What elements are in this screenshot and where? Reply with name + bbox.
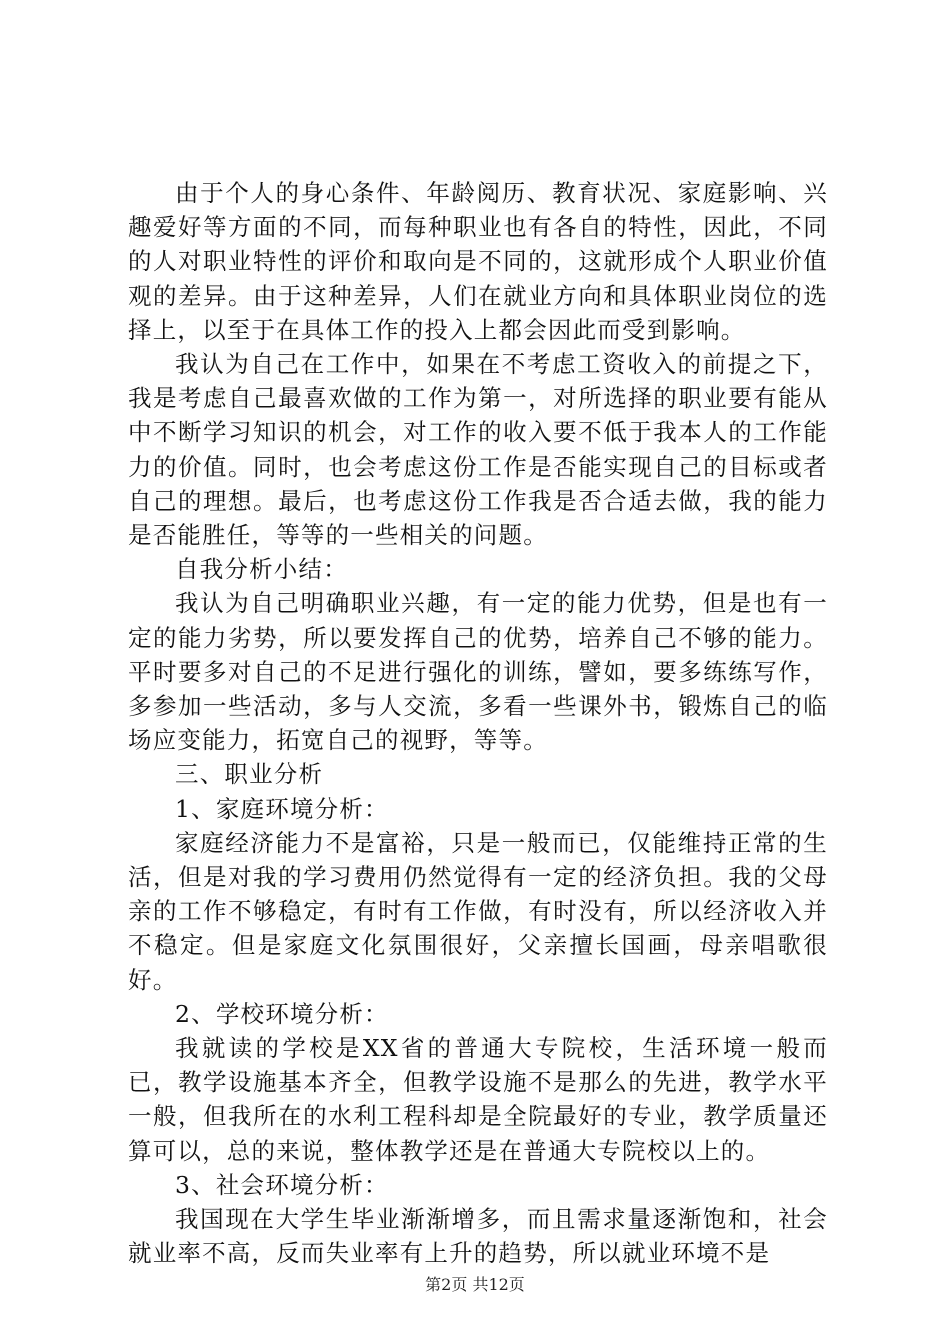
section-heading: 3、社会环境分析： <box>175 1170 389 1199</box>
paragraph: 家庭经济能力不是富裕，只是一般而已，仅能维持正常的生活，但是对我的学习费用仍然觉得有一定的经济负担。我的父母亲的工作不够稳定，有时有工作做，有时没有，所以经济收入并不稳定。但是家庭文化氛围很好，父亲擅长国画，母亲唱歌很好。 <box>128 828 828 994</box>
document-body <box>128 176 828 1271</box>
paragraph: 我认为自己在工作中，如果在不考虑工资收入的前提之下，我是考虑自己最喜欢做的工作为第一，对所选择的职业要有能从中不断学习知识的机会，对工作的收入要不低于我本人的工作能力的价值。同时，也会考虑这份工作是否能实现自己的目标或者自己的理想。最后，也考虑这份工作我是否合适去做，我的能力是否能胜任，等等的一些相关的问题。 <box>128 350 828 550</box>
section-heading: 三、职业分析 <box>175 760 324 789</box>
section-heading: 自我分析小结： <box>175 555 348 584</box>
section-heading: 1、家庭环境分析： <box>175 794 389 823</box>
paragraph: 由于个人的身心条件、年龄阅历、教育状况、家庭影响、兴趣爱好等方面的不同，而每种职业也有各自的特性，因此，不同的人对职业特性的评价和取向是不同的，这就形成个人职业价值观的差异。由于这种差异，人们在就业方向和具体职业岗位的选择上，以至于在具体工作的投入上都会因此而受到影响。 <box>128 179 828 344</box>
paragraph: 我就读的学校是XX省的普通大专院校，生活环境一般而已，教学设施基本齐全，但教学设施不是那么的先进，教学水平一般，但我所在的水利工程科却是全院最好的专业，教学质量还算可以，总的来说，整体教学还是在普通大专院校以上的。 <box>128 1034 828 1165</box>
paragraph: 我国现在大学生毕业渐渐增多，而且需求量逐渐饱和，社会就业率不高，反而失业率有上升的趋势，所以就业环境不是 <box>128 1205 828 1268</box>
paragraph: 我认为自己明确职业兴趣，有一定的能力优势，但是也有一定的能力劣势，所以要发挥自己的优势，培养自己不够的能力。平时要多对自己的不足进行强化的训练，譬如，要多练练写作，多参加一些活动，多与人交流，多看一些课外书，锻炼自己的临场应变能力，拓宽自己的视野，等等。 <box>128 589 828 755</box>
page-footer: 第2页 共12页 <box>425 1275 525 1294</box>
section-heading: 2、学校环境分析： <box>175 999 389 1028</box>
